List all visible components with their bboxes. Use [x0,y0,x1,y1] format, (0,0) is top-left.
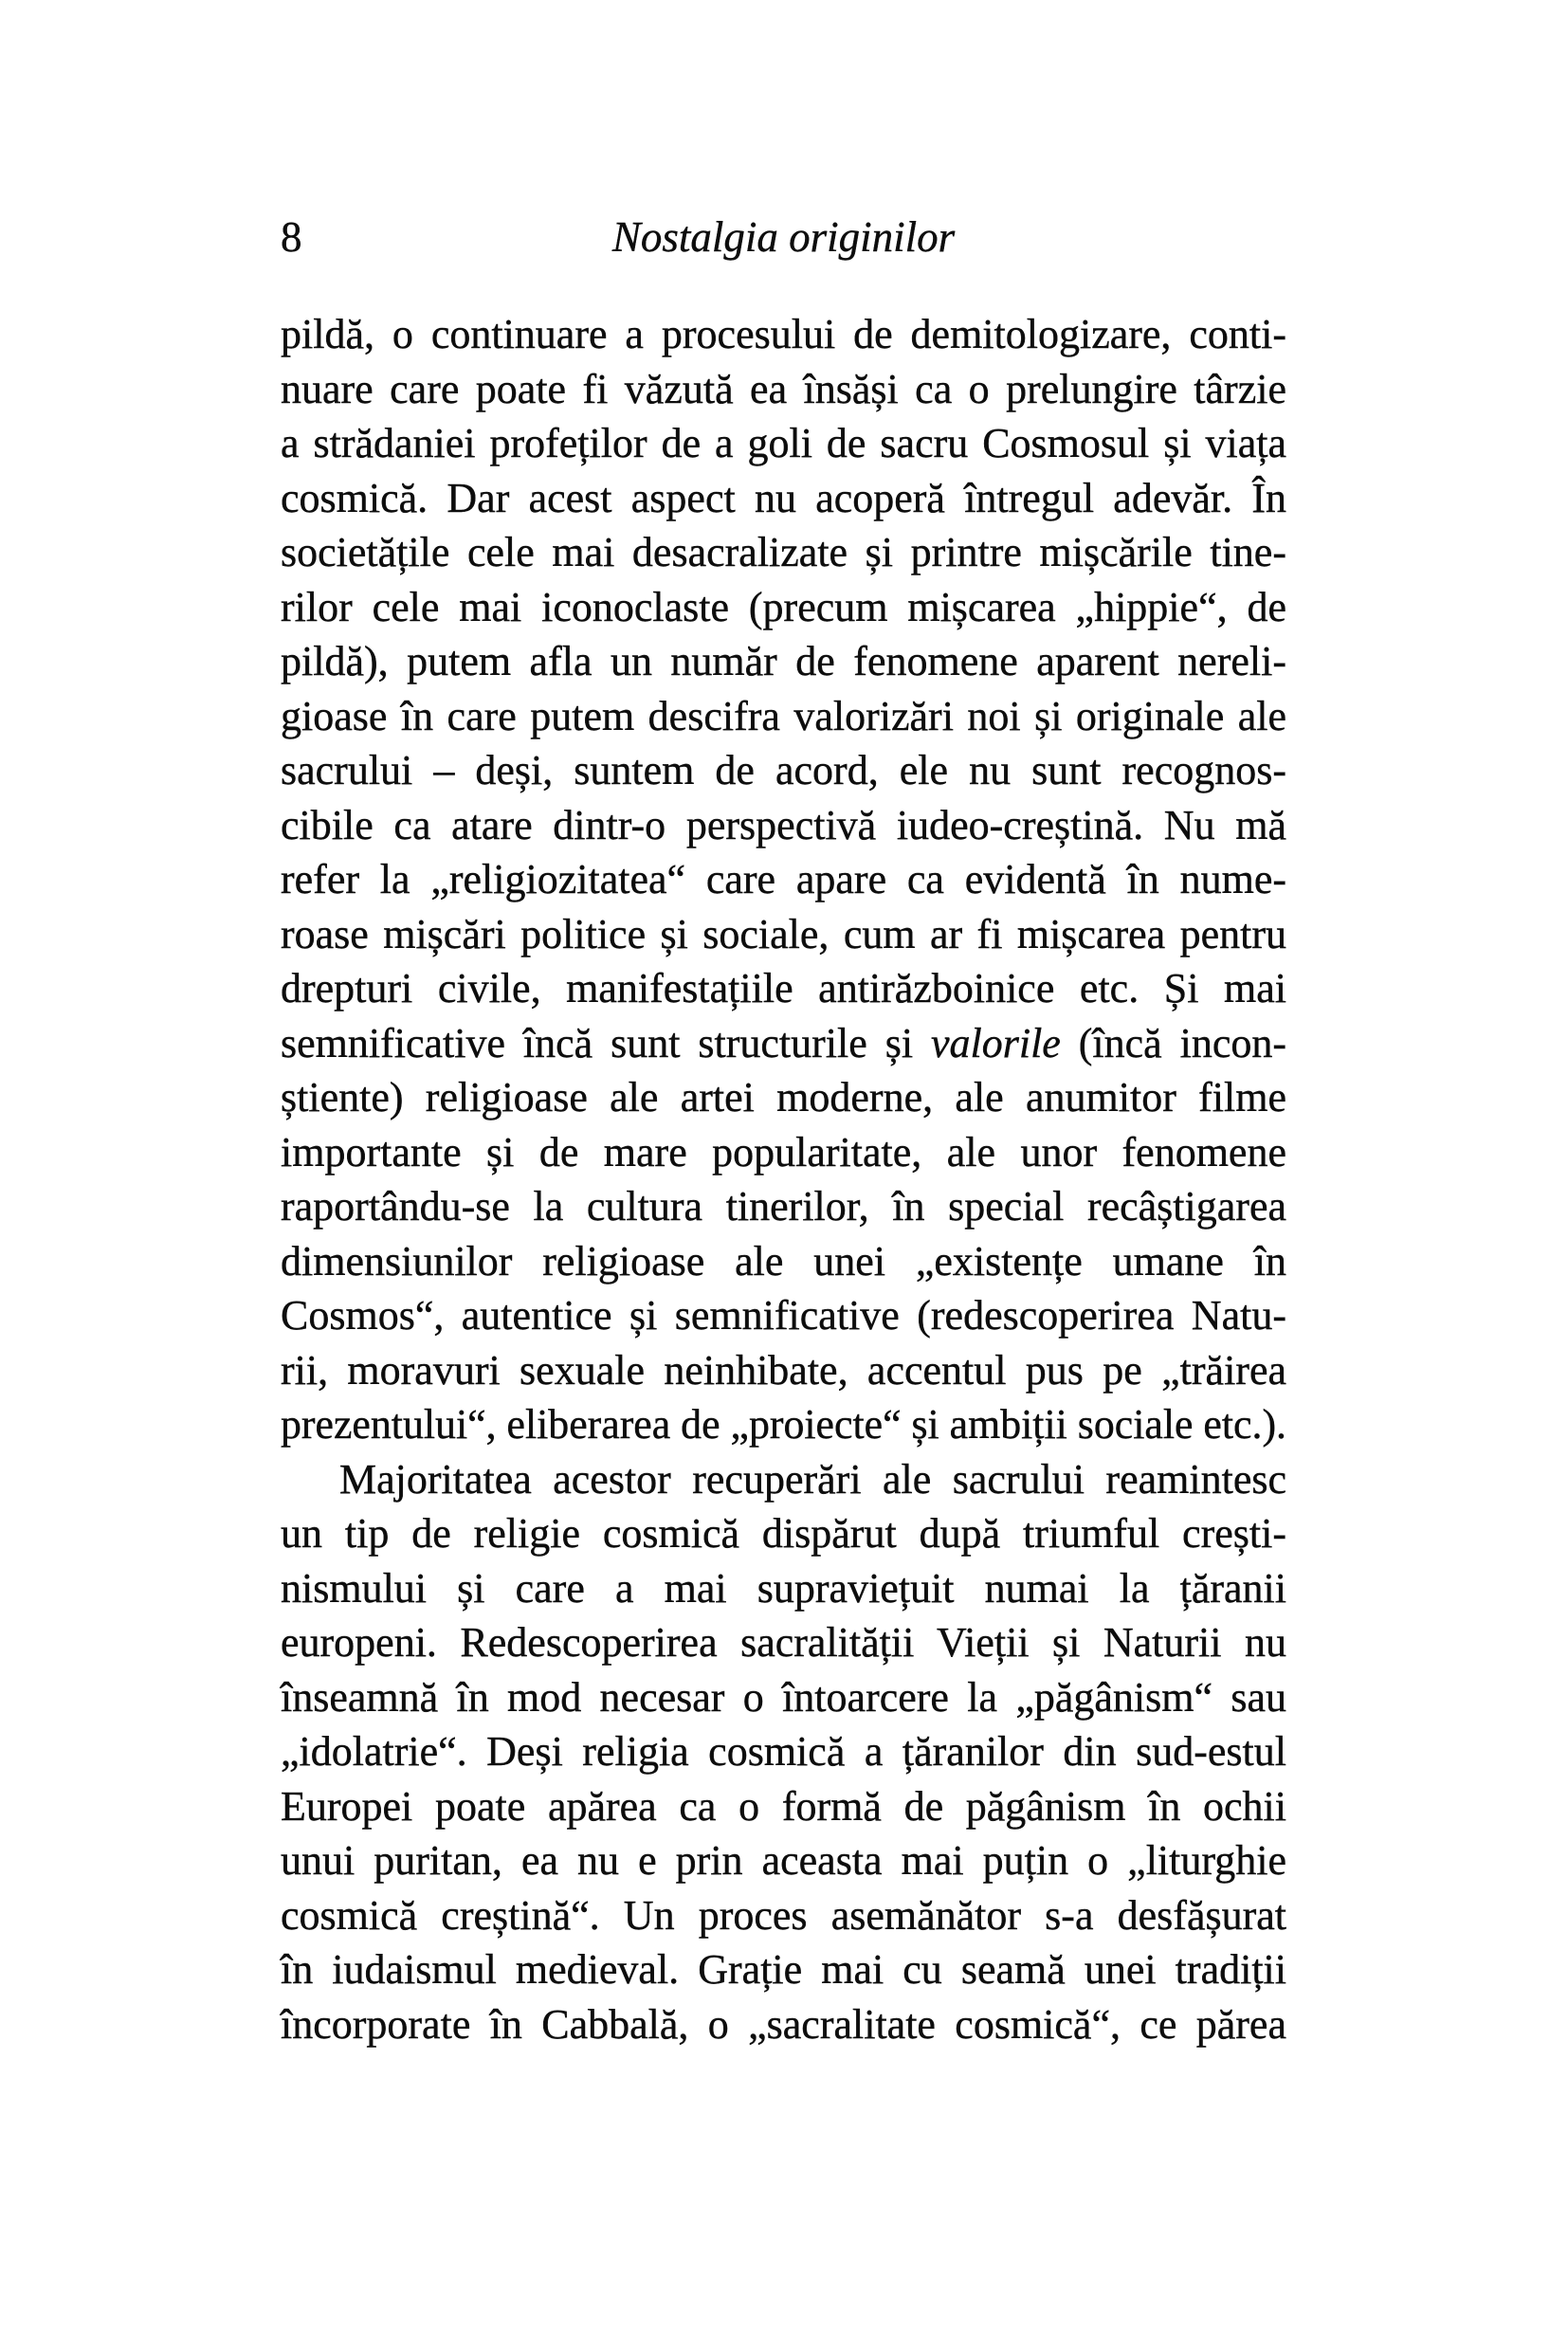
text-segment: pildă, o continuare a procesului de demitologizare, conti- [281,311,1286,357]
text-segment: rilor cele mai iconoclaste (precum mișcarea „hippie“, de [281,583,1286,630]
text-segment: semnificative încă sunt structurile și [281,1019,931,1066]
text-line-content [281,798,1286,853]
text-segment: Majoritatea acestor recuperări ale sacrului reamintesc [339,1455,1286,1503]
text-line-content [281,362,1286,417]
text-line-content [281,1833,1286,1888]
page-body [281,307,1286,2051]
text-segment: sacrului – deși, suntem de acord, ele nu sunt recognos- [281,747,1286,793]
running-title: Nostalgia originilor [611,213,956,261]
text-segment: societățile cele mai desacralizate și printre mișcările tine- [281,529,1286,575]
text-segment: raportându-se la cultura tinerilor, în special recâștigarea [281,1183,1286,1230]
text-line-content [281,1288,1286,1343]
text-segment: înseamnă în mod necesar o întoarcere la „păgânism“ sau [281,1673,1286,1721]
text-line [281,1506,1286,1561]
text-line [281,525,1286,580]
text-line-content [281,743,1286,798]
text-line-content [281,1343,1286,1398]
text-line [281,1016,1286,1071]
text-segment: europeni. Redescoperirea sacralității Vieții și Naturii nu [281,1619,1286,1666]
text-segment: în iudaismul medieval. Grație mai cu seamă unei tradiții [281,1946,1286,1993]
text-line [281,1070,1286,1125]
text-line-content [281,852,1286,907]
page-number: 8 [281,213,302,261]
text-segment: cibile ca atare dintr-o perspectivă iudeo-creștină. Nu mă [281,801,1286,848]
text-segment: roase mișcări politice și sociale, cum ar fi mișcarea pentru [281,910,1286,957]
text-line [281,634,1286,689]
text-line [281,961,1286,1016]
text-line-content [281,1670,1286,1725]
text-line-content [281,471,1286,526]
text-segment: rii, moravuri sexuale neinhibate, accentul pus pe „trăirea [281,1346,1286,1394]
text-line [281,580,1286,635]
text-line-content [281,1506,1286,1561]
text-line [281,743,1286,798]
text-segment: nismului și care a mai supraviețuit numai la țăranii [281,1564,1286,1612]
text-line-content [281,1888,1286,1943]
text-line-content [281,1179,1286,1234]
text-line-content [281,961,1286,1016]
text-line-content [281,1397,1286,1452]
text-line-content [281,907,1286,962]
text-line [281,1179,1286,1234]
text-line [281,1561,1286,1616]
text-segment: Cosmos“, autentice și semnificative (redescoperirea Natu- [281,1292,1286,1339]
text-segment: (încă incon- [1060,1019,1287,1066]
text-segment: un tip de religie cosmică dispărut după triumful crești- [281,1510,1286,1557]
text-line [281,1997,1286,2052]
text-line [281,1125,1286,1180]
text-segment: drepturi civile, manifestațiile antirăzboinice etc. Și mai [281,965,1286,1011]
text-line-content [281,307,1286,362]
text-segment: cosmică. Dar acest aspect nu acoperă întregul adevăr. În [281,474,1286,521]
text-segment: importante și de mare popularitate, ale unor fenomene [281,1128,1286,1176]
text-line-content [281,1942,1286,1997]
text-line-content [281,1615,1286,1670]
text-line-content [281,1234,1286,1289]
text-line [281,1779,1286,1834]
text-line [281,362,1286,417]
text-line [281,307,1286,362]
text-line-content [281,1125,1286,1180]
text-line [281,798,1286,853]
text-segment: prezentului“, eliberarea de „proiecte“ și ambiții sociale etc.). [281,1401,1286,1448]
text-line [281,1452,1286,1507]
text-segment: dimensiunilor religioase ale unei „existențe umane în [281,1237,1286,1285]
text-line [281,1288,1286,1343]
text-segment: Europei poate apărea ca o formă de păgânism în ochii [281,1782,1286,1830]
text-line-content [281,416,1286,471]
text-line [281,852,1286,907]
text-segment: a strădaniei profeților de a goli de sacru Cosmosul și viața [281,420,1286,466]
text-line-content [281,1779,1286,1834]
text-line-content [281,580,1286,635]
text-line [281,1888,1286,1943]
text-line [281,1343,1286,1398]
text-line [281,1397,1286,1452]
text-segment: cosmică creștină“. Un proces asemănător s-a desfășurat [281,1891,1286,1939]
text-line-content [281,634,1286,689]
text-segment: refer la „religiozitatea“ care apare ca evidentă în nume- [281,856,1286,902]
text-segment: „idolatrie“. Deși religia cosmică a țăranilor din sud-estul [281,1728,1286,1775]
text-segment: pildă), putem afla un număr de fenomene aparent nereli- [281,638,1286,684]
text-line-content [281,689,1286,744]
text-segment: știente) religioase ale artei moderne, ale anumitor filme [281,1074,1286,1121]
text-segment: încorporate în Cabbală, o „sacralitate cosmică“, ce părea [281,2000,1286,2048]
text-line-content [281,1724,1286,1779]
page-header [281,212,1286,269]
text-line [281,1615,1286,1670]
text-segment: nuare care poate fi văzută ea însăși ca o prelungire târzie [281,365,1286,412]
text-line-content [281,1016,1286,1071]
text-segment: unui puritan, ea nu e prin aceasta mai puțin o „liturghie [281,1837,1286,1884]
text-line-content [281,1561,1286,1616]
italic-text: valorile [930,1019,1061,1066]
text-line-content [281,525,1286,580]
text-line [281,471,1286,526]
text-line-content [281,1997,1286,2052]
text-line-content [339,1452,1286,1507]
text-line [281,1670,1286,1725]
text-line [281,1833,1286,1888]
text-line [281,1724,1286,1779]
text-line [281,1234,1286,1289]
text-line [281,689,1286,744]
text-line [281,1942,1286,1997]
text-line-content [281,1070,1286,1125]
text-line [281,416,1286,471]
text-line [281,907,1286,962]
text-segment: gioase în care putem descifra valorizări noi și originale ale [281,692,1286,739]
